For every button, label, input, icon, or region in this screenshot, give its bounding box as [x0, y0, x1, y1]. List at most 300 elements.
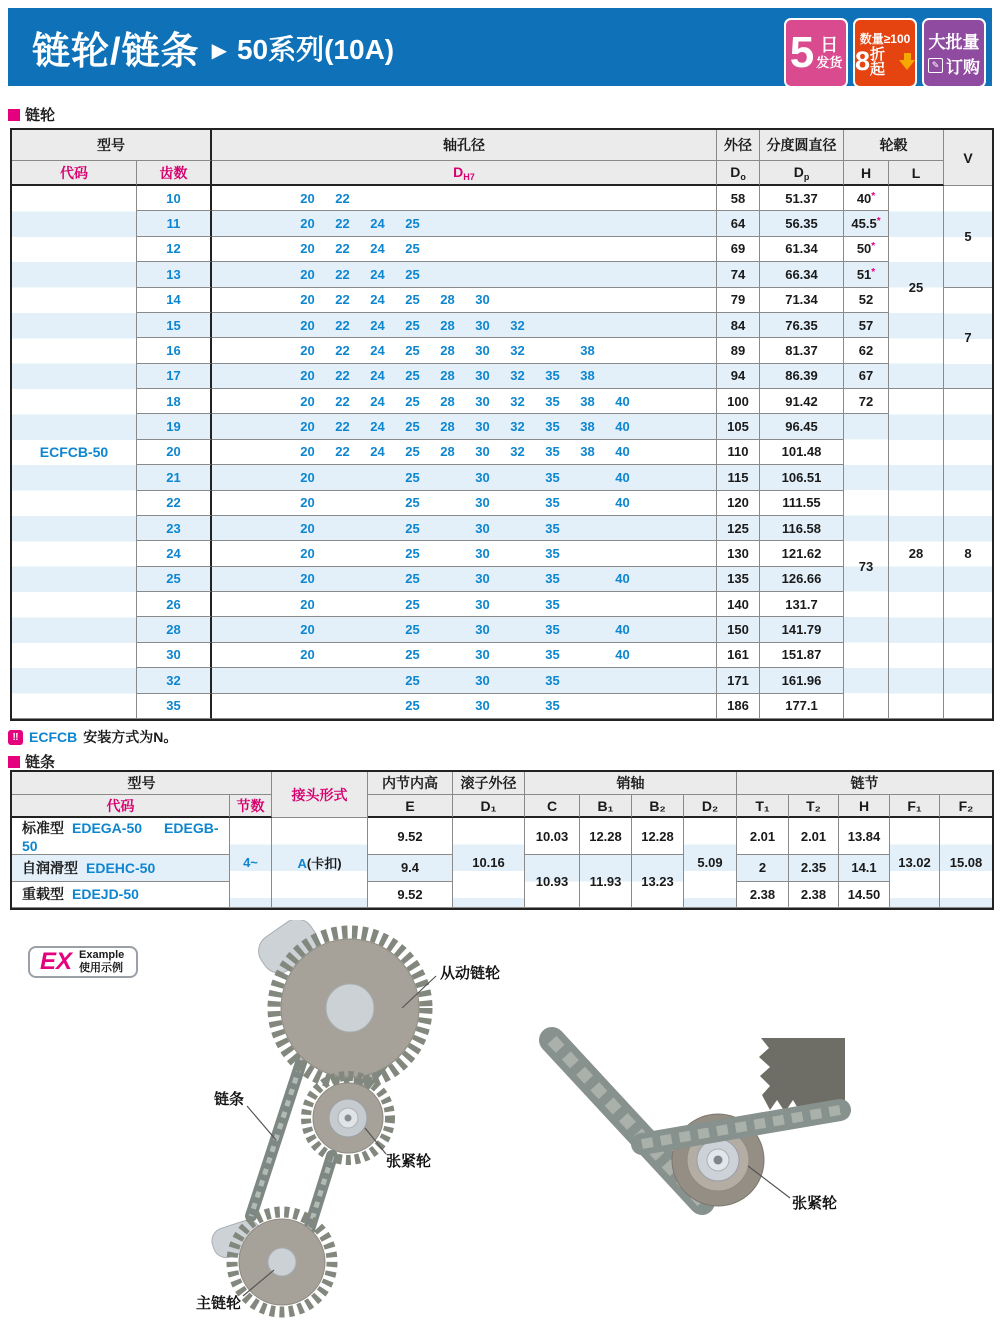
bore-value	[430, 267, 465, 282]
bore-value: 25	[405, 419, 420, 435]
pcd-cell: 177.1	[760, 694, 844, 719]
badge-ship-day: 日	[820, 34, 839, 55]
teeth-cell: 26	[137, 592, 212, 617]
teeth-cell: 15	[137, 313, 212, 338]
bore-value	[325, 698, 360, 713]
hub-l-cell: 25	[889, 186, 944, 389]
pcd-cell: 71.34	[760, 288, 844, 313]
hub-h-cell: 57	[844, 313, 889, 338]
hub-h-cell: 72	[844, 389, 889, 414]
bore-value	[465, 191, 500, 206]
bore-value: 35	[545, 368, 560, 384]
chain-h-cell: 14.50	[839, 882, 890, 909]
pcd-cell: 106.51	[760, 465, 844, 490]
page-title: 链轮/链条	[32, 30, 200, 73]
bore-value: 24	[370, 368, 385, 384]
bore-value	[500, 673, 535, 688]
bore-value	[395, 191, 430, 206]
pcd-cell: 101.48	[760, 440, 844, 465]
teeth-cell: 24	[137, 541, 212, 566]
bore-value: 22	[335, 444, 350, 460]
bore-value	[500, 571, 535, 586]
bore-value	[570, 597, 605, 612]
bore-value	[500, 267, 535, 282]
bore-value: 35	[545, 545, 560, 561]
bore-grid	[212, 343, 716, 358]
bore-value	[570, 546, 605, 561]
bore-value: 20	[300, 190, 315, 206]
bore-value: 25	[405, 292, 420, 308]
sprocket-row	[12, 338, 992, 363]
bore-value	[465, 241, 500, 256]
bore-value: 20	[300, 342, 315, 358]
bore-grid	[212, 673, 716, 688]
bore-value: 22	[335, 368, 350, 384]
bore-value: 22	[335, 266, 350, 282]
bore-value: 24	[370, 266, 385, 282]
bore-value	[290, 673, 325, 688]
v-cell: 7	[944, 288, 992, 390]
bore-value	[605, 546, 640, 561]
od-cell: 140	[717, 592, 760, 617]
sprocket-row	[12, 237, 992, 262]
section-sprocket-label: 链轮	[25, 107, 56, 124]
bore-value	[430, 698, 465, 713]
bore-value: 30	[475, 444, 490, 460]
chain-header-f2: F₂	[940, 795, 992, 818]
badge-ship-label: 发货	[816, 54, 843, 70]
col-header-l: L	[889, 161, 944, 186]
example-cn-label: 使用示例	[79, 962, 124, 974]
bore-value: 32	[510, 368, 525, 384]
bore-value: 20	[300, 393, 315, 409]
bore-value	[535, 318, 570, 333]
bore-value: 20	[300, 292, 315, 308]
bore-value	[605, 241, 640, 256]
bore-grid	[212, 521, 716, 536]
sprocket-table	[10, 128, 994, 721]
section-chain-label: 链条	[25, 754, 56, 771]
bore-value: 28	[440, 292, 455, 308]
bore-value: 20	[300, 571, 315, 587]
bore-grid	[212, 571, 716, 586]
chain-header-links: 节数	[230, 795, 272, 818]
bore-value: 22	[335, 292, 350, 308]
chain-e-cell: 9.52	[368, 818, 453, 855]
chain-header-pin: 销轴	[525, 772, 737, 795]
bore-value	[570, 191, 605, 206]
bore-value: 20	[300, 317, 315, 333]
od-cell: 100	[717, 389, 760, 414]
bore-cell	[212, 313, 717, 338]
col-header-code: 代码	[12, 161, 137, 186]
bore-value: 25	[405, 444, 420, 460]
bore-grid	[212, 368, 716, 383]
bore-value: 30	[475, 292, 490, 308]
bore-value: 28	[440, 317, 455, 333]
bore-value	[570, 521, 605, 536]
chain-t2-cell: 2.01	[789, 818, 839, 855]
bore-value: 20	[300, 444, 315, 460]
usage-example-illustration	[0, 920, 1000, 1344]
bore-value	[535, 292, 570, 307]
bore-value: 22	[335, 190, 350, 206]
chain-header-code: 代码	[12, 795, 230, 818]
bore-value: 20	[300, 495, 315, 511]
note-icon: ‼	[8, 730, 23, 745]
bore-value: 24	[370, 419, 385, 435]
bore-value: 30	[475, 342, 490, 358]
bore-value	[605, 292, 640, 307]
bore-value	[535, 267, 570, 282]
bore-value: 30	[475, 596, 490, 612]
bore-value: 28	[440, 419, 455, 435]
bore-value: 24	[370, 393, 385, 409]
badge-discount-qty: 数量≥100	[859, 31, 911, 46]
col-header-dh7: $D_{H7}$	[212, 161, 717, 186]
v-cell: 8	[944, 389, 992, 719]
chain-f2-cell: 15.08	[940, 818, 992, 908]
bore-value: 20	[300, 368, 315, 384]
pcd-cell: 111.55	[760, 491, 844, 516]
bore-value: 38	[580, 368, 595, 384]
bore-grid	[212, 419, 716, 434]
bore-cell	[212, 592, 717, 617]
chain-b1-cell: 11.93	[580, 855, 632, 908]
sprocket-row	[12, 389, 992, 414]
bore-cell	[212, 389, 717, 414]
bore-value	[430, 191, 465, 206]
od-cell: 69	[717, 237, 760, 262]
chain-header-t1: T₁	[737, 795, 789, 818]
bore-value: 20	[300, 241, 315, 257]
bore-value	[500, 191, 535, 206]
teeth-cell: 14	[137, 288, 212, 313]
chain-header-t2: T₂	[789, 795, 839, 818]
bore-value	[535, 191, 570, 206]
sprocket-row	[12, 262, 992, 287]
bore-value: 25	[405, 469, 420, 485]
bore-cell	[212, 288, 717, 313]
bore-value: 25	[405, 571, 420, 587]
bore-value: 22	[335, 342, 350, 358]
badge-bulk-label1: 大批量	[928, 33, 980, 52]
col-header-v: V	[944, 130, 992, 186]
bore-value: 20	[300, 419, 315, 435]
bore-value	[325, 647, 360, 662]
chain-header-e: E	[368, 795, 453, 818]
bore-value: 32	[510, 342, 525, 358]
bore-value	[360, 673, 395, 688]
bore-grid	[212, 394, 716, 409]
badge-discount-number: 8	[855, 46, 871, 76]
bore-value: 25	[405, 266, 420, 282]
bore-value: 32	[510, 393, 525, 409]
bore-grid	[212, 622, 716, 637]
od-cell: 110	[717, 440, 760, 465]
section-sprocket	[8, 104, 55, 125]
label-chain: 链条	[214, 1091, 245, 1108]
bore-value	[360, 622, 395, 637]
bore-value	[535, 343, 570, 358]
od-cell: 120	[717, 491, 760, 516]
bore-value: 20	[300, 469, 315, 485]
sprocket-row	[12, 313, 992, 338]
bore-value	[500, 495, 535, 510]
chain-b2-cell: 13.23	[632, 855, 684, 908]
bore-value: 30	[475, 393, 490, 409]
bore-value: 32	[510, 419, 525, 435]
bore-value	[500, 216, 535, 231]
bore-value	[430, 647, 465, 662]
sprocket-row	[12, 211, 992, 236]
bore-value: 28	[440, 368, 455, 384]
bore-value: 25	[405, 216, 420, 232]
pcd-cell: 96.45	[760, 414, 844, 439]
chain-d2-cell: 5.09	[684, 818, 737, 908]
bore-value: 24	[370, 342, 385, 358]
od-cell: 150	[717, 617, 760, 642]
bore-value	[430, 495, 465, 510]
bore-value	[570, 647, 605, 662]
pcd-cell: 126.66	[760, 567, 844, 592]
bore-grid	[212, 470, 716, 485]
pcd-cell: 86.39	[760, 364, 844, 389]
bore-value: 30	[475, 647, 490, 663]
chain-header-d2: D₂	[684, 795, 737, 818]
bore-value: 35	[545, 596, 560, 612]
od-cell: 74	[717, 262, 760, 287]
section-chain	[8, 751, 55, 772]
bore-value: 30	[475, 317, 490, 333]
chain-t2-cell: 2.38	[789, 882, 839, 909]
bore-value: 40	[615, 469, 630, 485]
bore-value: 38	[580, 342, 595, 358]
bore-value: 25	[405, 317, 420, 333]
od-cell: 84	[717, 313, 760, 338]
bore-value	[500, 521, 535, 536]
od-cell: 186	[717, 694, 760, 719]
pcd-cell: 121.62	[760, 541, 844, 566]
bore-value: 24	[370, 241, 385, 257]
bore-value	[430, 241, 465, 256]
bore-value: 40	[615, 622, 630, 638]
bore-value	[430, 521, 465, 536]
ex-logo: EX	[40, 948, 73, 975]
bore-value: 24	[370, 444, 385, 460]
chain-header-innerh: 内节内高	[368, 772, 453, 795]
pcd-cell: 66.34	[760, 262, 844, 287]
bore-value: 40	[615, 419, 630, 435]
bore-value: 25	[405, 545, 420, 561]
pcd-cell: 76.35	[760, 313, 844, 338]
chain-c-cell: 10.93	[525, 855, 580, 908]
footnote-text: 安装方式为N。	[83, 729, 178, 745]
bore-value: 40	[615, 444, 630, 460]
bore-cell	[212, 617, 717, 642]
od-cell: 64	[717, 211, 760, 236]
bore-value: 38	[580, 419, 595, 435]
bore-value	[605, 267, 640, 282]
chain-header-link: 链节	[737, 772, 992, 795]
chain-t1-cell: 2	[737, 855, 789, 882]
chain-header-c: C	[525, 795, 580, 818]
series-title: 50系列(10A)	[236, 34, 395, 65]
pcd-cell: 56.35	[760, 211, 844, 236]
bore-value	[360, 647, 395, 662]
bore-value	[325, 571, 360, 586]
bore-value: 40	[615, 495, 630, 511]
bore-value	[360, 546, 395, 561]
bore-value	[325, 521, 360, 536]
bore-cell	[212, 237, 717, 262]
teeth-cell: 35	[137, 694, 212, 719]
chain-c-cell: 10.03	[525, 818, 580, 855]
od-cell: 161	[717, 643, 760, 668]
bore-grid	[212, 444, 716, 459]
bore-value	[360, 597, 395, 612]
bore-value	[325, 673, 360, 688]
bore-value: 20	[300, 647, 315, 663]
teeth-cell: 13	[137, 262, 212, 287]
teeth-cell: 10	[137, 186, 212, 211]
bore-grid	[212, 495, 716, 510]
bore-value: 30	[475, 368, 490, 384]
bore-grid	[212, 191, 716, 206]
bore-value: 30	[475, 520, 490, 536]
bore-value: 35	[545, 393, 560, 409]
bore-value	[500, 546, 535, 561]
bore-value	[500, 622, 535, 637]
bore-grid	[212, 216, 716, 231]
bore-value: 25	[405, 393, 420, 409]
od-cell: 125	[717, 516, 760, 541]
bore-value: 30	[475, 571, 490, 587]
chain-b1-cell: 12.28	[580, 818, 632, 855]
bore-value: 30	[475, 672, 490, 688]
od-cell: 171	[717, 668, 760, 693]
sprocket-row	[12, 288, 992, 313]
col-header-teeth: 齿数	[137, 161, 212, 186]
bore-grid	[212, 267, 716, 282]
bore-value: 20	[300, 622, 315, 638]
chain-d1-cell: 10.16	[453, 818, 525, 908]
bore-value	[430, 216, 465, 231]
sprocket-row	[12, 186, 992, 211]
bore-value	[570, 241, 605, 256]
bore-cell	[212, 643, 717, 668]
bore-value: 35	[545, 469, 560, 485]
bore-cell	[212, 516, 717, 541]
sprocket-row	[12, 414, 992, 439]
bore-value	[360, 495, 395, 510]
bore-value	[605, 673, 640, 688]
title-bar	[8, 8, 992, 86]
bore-cell	[212, 541, 717, 566]
bore-value	[430, 571, 465, 586]
example-en-label: Example	[79, 949, 125, 962]
bore-value	[500, 241, 535, 256]
chain-model-cell: 重载型 EDEJD-50	[12, 882, 230, 909]
v-cell: 5	[944, 186, 992, 288]
bore-cell	[212, 668, 717, 693]
bore-value	[360, 470, 395, 485]
bore-value	[605, 368, 640, 383]
bore-value: 30	[475, 495, 490, 511]
bore-value: 35	[545, 698, 560, 714]
bore-cell	[212, 465, 717, 490]
bore-grid	[212, 241, 716, 256]
bore-value: 25	[405, 495, 420, 511]
bore-value: 35	[545, 647, 560, 663]
col-header-od: 外径	[717, 130, 760, 161]
od-cell: 94	[717, 364, 760, 389]
bore-value	[605, 343, 640, 358]
hub-h-cell: 62	[844, 338, 889, 363]
bore-value	[570, 318, 605, 333]
bore-value	[325, 622, 360, 637]
bore-value	[360, 571, 395, 586]
badge-bulk-label2: 订购	[946, 58, 980, 77]
bore-value: 38	[580, 444, 595, 460]
chain-header-h: H	[839, 795, 890, 818]
bore-value	[570, 495, 605, 510]
od-cell: 115	[717, 465, 760, 490]
chain-header-b1: B₁	[580, 795, 632, 818]
section-square-icon	[8, 109, 20, 121]
chain-e-cell: 9.4	[368, 855, 453, 882]
od-cell: 58	[717, 186, 760, 211]
teeth-cell: 22	[137, 491, 212, 516]
od-cell: 105	[717, 414, 760, 439]
hub-h-cell: 67	[844, 364, 889, 389]
badge-discount-label: 折起	[870, 45, 886, 78]
badge-volume-discount	[853, 18, 917, 88]
bore-value	[325, 495, 360, 510]
sprocket-footnote	[8, 727, 177, 747]
chain-b2-cell: 12.28	[632, 818, 684, 855]
pcd-cell: 51.37	[760, 186, 844, 211]
teeth-cell: 20	[137, 440, 212, 465]
bore-value: 30	[475, 419, 490, 435]
teeth-cell: 32	[137, 668, 212, 693]
od-cell: 135	[717, 567, 760, 592]
bore-value: 20	[300, 216, 315, 232]
bore-value	[500, 698, 535, 713]
teeth-cell: 30	[137, 643, 212, 668]
bore-value	[430, 622, 465, 637]
bore-value: 28	[440, 393, 455, 409]
label-tensioner-closeup: 张紧轮	[792, 1195, 838, 1212]
chain-header-joint: 接头形式	[272, 772, 368, 818]
bore-value	[465, 267, 500, 282]
bore-value: 25	[405, 672, 420, 688]
bore-value	[570, 267, 605, 282]
badge-bulk-order	[922, 18, 986, 88]
bore-grid	[212, 292, 716, 307]
teeth-cell: 21	[137, 465, 212, 490]
bore-cell	[212, 491, 717, 516]
order-form-icon: ✎	[928, 58, 943, 73]
bore-value: 22	[335, 216, 350, 232]
bore-cell	[212, 262, 717, 287]
bore-value	[605, 698, 640, 713]
pcd-cell: 151.87	[760, 643, 844, 668]
title-arrow-icon: ▶	[211, 39, 227, 62]
footnote-code: ECFCB	[29, 729, 78, 745]
teeth-cell: 17	[137, 364, 212, 389]
bore-value	[325, 470, 360, 485]
